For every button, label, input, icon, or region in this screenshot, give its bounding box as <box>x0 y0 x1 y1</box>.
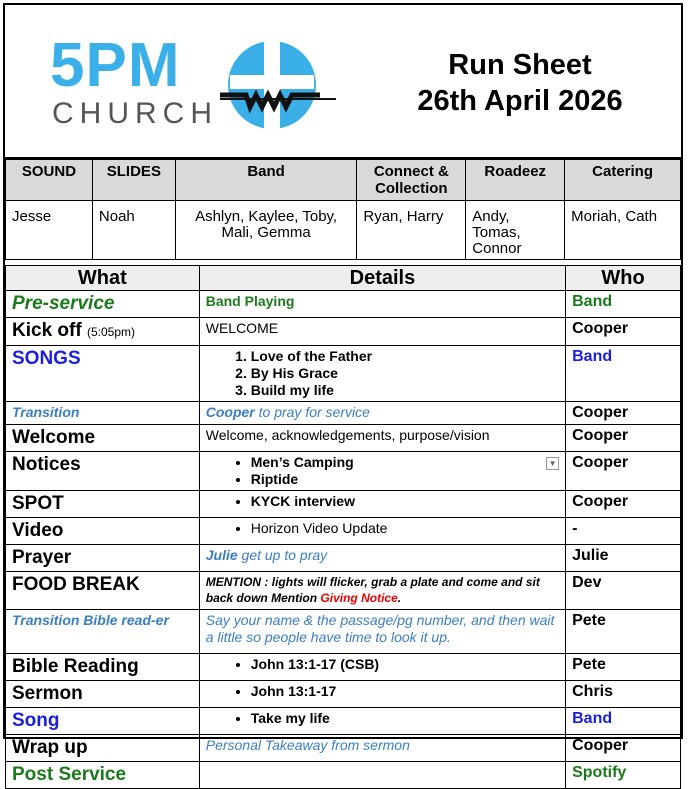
list-item: 2. By His Grace <box>251 365 559 382</box>
details-cell: Personal Takeaway from sermon <box>199 735 565 762</box>
role-header: Roadeez <box>466 160 565 201</box>
list-item: • Take my life <box>251 710 559 727</box>
what-cell <box>6 318 200 346</box>
role-header: SOUND <box>6 160 93 201</box>
role-value: Moriah, Cath <box>565 201 681 260</box>
table-row <box>6 610 681 654</box>
what-cell: FOOD BREAK <box>6 572 200 610</box>
role-value: Ashlyn, Kaylee, Toby, Mali, Gemma <box>175 201 357 260</box>
details-cell <box>199 518 565 545</box>
who-cell: Chris <box>566 681 681 708</box>
list-item: • Riptide <box>251 471 559 488</box>
what-cell: Pre-service <box>6 291 200 318</box>
who-cell: Cooper <box>566 318 681 346</box>
what-cell: Welcome <box>6 425 200 452</box>
details-cell <box>199 654 565 681</box>
table-row <box>6 708 681 735</box>
details-cell <box>199 681 565 708</box>
table-row <box>6 681 681 708</box>
who-cell: Dev <box>566 572 681 610</box>
details-cell: Band Playing <box>199 291 565 318</box>
what-cell: Bible Reading <box>6 654 200 681</box>
giving-notice-text: Giving Notice <box>320 591 398 605</box>
who-cell: Pete <box>566 610 681 654</box>
details-end: . <box>397 591 402 605</box>
details-cell: WELCOME <box>199 318 565 346</box>
role-value: Noah <box>92 201 175 260</box>
table-row <box>6 735 681 762</box>
role-header: Band <box>175 160 357 201</box>
table-row <box>6 518 681 545</box>
run-header-row <box>6 266 681 291</box>
details-text: lights will flicker, grab a plate and come and sit back down Mention <box>205 575 540 605</box>
title-line-2: 26th April 2026 <box>417 85 623 117</box>
what-cell: Song <box>6 708 200 735</box>
run-sheet <box>3 3 683 785</box>
who-cell: Julie <box>566 545 681 572</box>
logo-church-text: CHURCH <box>52 97 218 130</box>
what-header: What <box>6 266 200 291</box>
roles-table <box>5 159 681 260</box>
list-item: • Horizon Video Update <box>251 520 559 537</box>
what-note: (5:05pm) <box>86 325 135 339</box>
run-table <box>5 265 681 789</box>
role-value: Jesse <box>6 201 93 260</box>
details-header: Details <box>199 266 565 291</box>
table-row <box>6 545 681 572</box>
table-row <box>6 346 681 402</box>
what-cell: Prayer <box>6 545 200 572</box>
list-item: • KYCK interview <box>251 493 559 510</box>
roles-values-row <box>6 201 681 260</box>
details-cell <box>199 708 565 735</box>
role-header: Connect & Collection <box>357 160 466 201</box>
table-row <box>6 291 681 318</box>
what-cell: Transition <box>6 402 200 425</box>
who-cell: Band <box>566 708 681 735</box>
what-cell: SONGS <box>6 346 200 402</box>
details-text: get up to pray <box>237 547 328 563</box>
sheet-title <box>400 47 640 119</box>
what-cell: SPOT <box>6 491 200 518</box>
table-row <box>6 491 681 518</box>
who-cell: Cooper <box>566 402 681 425</box>
table-row <box>6 452 681 491</box>
details-cell <box>199 491 565 518</box>
role-header: Catering <box>565 160 681 201</box>
roles-header-row <box>6 160 681 201</box>
details-cell <box>199 545 565 572</box>
table-row <box>6 402 681 425</box>
who-cell: Cooper <box>566 425 681 452</box>
globe-cross-icon <box>220 37 340 133</box>
what-label: Kick off <box>12 320 82 341</box>
role-value: Andy, Tomas, Connor <box>466 201 565 260</box>
who-cell: Band <box>566 291 681 318</box>
what-cell: Notices <box>6 452 200 491</box>
table-row <box>6 425 681 452</box>
table-row <box>6 654 681 681</box>
table-row <box>6 318 681 346</box>
table-row <box>6 572 681 610</box>
details-cell <box>199 762 565 789</box>
details-cell <box>199 402 565 425</box>
role-header: SLIDES <box>92 160 175 201</box>
who-cell: Cooper <box>566 491 681 518</box>
details-prefix: MENTION : <box>205 575 269 589</box>
title-line-1: Run Sheet <box>448 49 592 81</box>
notices-list <box>206 454 559 488</box>
what-cell: Transition Bible read-er <box>6 610 200 654</box>
details-text: to pray for service <box>254 404 370 420</box>
details-cell <box>199 346 565 402</box>
what-cell: Wrap up <box>6 735 200 762</box>
who-cell: Band <box>566 346 681 402</box>
table-row <box>6 762 681 789</box>
sheet-header <box>5 5 681 159</box>
what-cell: Video <box>6 518 200 545</box>
list-item: • Men’s Camping <box>251 454 559 471</box>
list-item: • John 13:1-17 (CSB) <box>251 656 559 673</box>
list-item: • John 13:1-17 <box>251 683 559 700</box>
list-item: 1. Love of the Father <box>251 348 559 365</box>
chevron-down-icon[interactable]: ▼ <box>546 457 559 470</box>
who-cell: Cooper <box>566 452 681 491</box>
role-value: Ryan, Harry <box>357 201 466 260</box>
what-cell: Post Service <box>6 762 200 789</box>
who-cell: - <box>566 518 681 545</box>
details-cell <box>199 572 565 610</box>
details-cell <box>199 452 565 491</box>
church-logo <box>50 31 350 135</box>
logo-5pm-text: 5PM <box>50 31 181 100</box>
details-name: Cooper <box>205 404 255 420</box>
who-header: Who <box>566 266 681 291</box>
details-cell: Say your name & the passage/pg number, and then wait a little so people have time to look it up. <box>199 610 565 654</box>
list-item: 3. Build my life <box>251 382 559 399</box>
who-cell: Pete <box>566 654 681 681</box>
details-cell: Welcome, acknowledgements, purpose/vision <box>199 425 565 452</box>
who-cell: Spotify <box>566 762 681 789</box>
songs-list <box>206 348 559 399</box>
what-cell: Sermon <box>6 681 200 708</box>
who-cell: Cooper <box>566 735 681 762</box>
details-name: Julie <box>205 547 238 563</box>
